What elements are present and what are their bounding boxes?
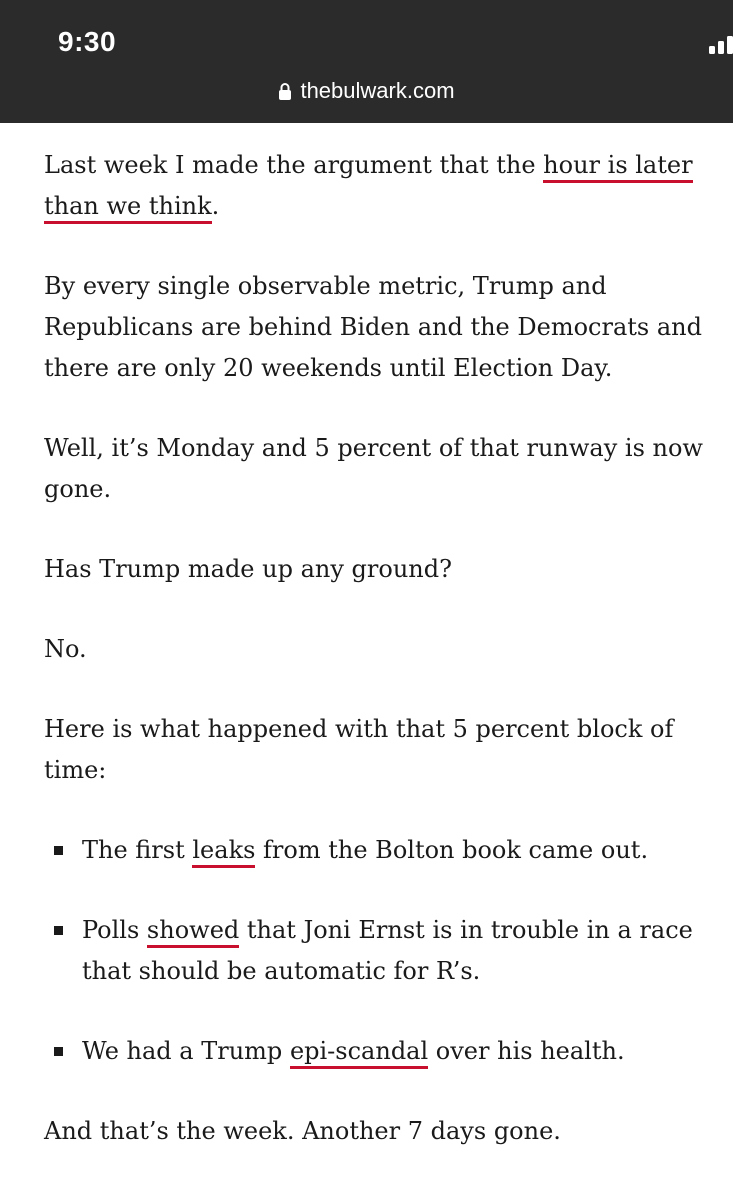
status-and-url-bar xyxy=(0,0,733,123)
list-item-text: Polls xyxy=(82,916,147,944)
paragraph-3: Well, it’s Monday and 5 percent of that runway is now gone. xyxy=(44,434,703,503)
list-item-text: that Joni Ernst is in trouble in a race that should be automatic for R’s. xyxy=(82,916,693,985)
epi-scandal-link[interactable]: epi-scandal xyxy=(290,1037,428,1069)
list-item-text: from the Bolton book came out. xyxy=(255,836,649,864)
square-bullet-icon xyxy=(54,1047,63,1056)
address-bar[interactable] xyxy=(0,78,733,104)
list-item-text: over his health. xyxy=(428,1037,625,1065)
paragraph-6: Here is what happened with that 5 percent block of time: xyxy=(44,715,674,784)
list-item xyxy=(44,830,704,871)
paragraph-text: Last week I made the argument that the xyxy=(44,151,544,179)
list-item xyxy=(44,1031,704,1072)
hour-is-later-link[interactable]: hour is later than we think xyxy=(44,151,693,224)
url-text: thebulwark.com xyxy=(300,78,455,103)
paragraph-4: Has Trump made up any ground? xyxy=(44,555,452,583)
list-item-text: The first xyxy=(82,836,193,864)
paragraph-7: And that’s the week. Another 7 days gone. xyxy=(44,1117,561,1145)
paragraph-text: . xyxy=(211,192,220,220)
list-item-text: We had a Trump xyxy=(82,1037,290,1065)
showed-link[interactable]: showed xyxy=(147,916,239,948)
paragraph-2: By every single observable metric, Trump and Republicans are behind Biden and the Democrats and there are only 20 weekends until Election Day. xyxy=(44,272,702,382)
paragraph-1 xyxy=(44,145,704,227)
cellular-signal-icon xyxy=(709,30,733,54)
square-bullet-icon xyxy=(54,846,63,855)
article-body xyxy=(44,145,704,1191)
square-bullet-icon xyxy=(54,926,63,935)
bullet-list xyxy=(44,830,704,1072)
paragraph-5: No. xyxy=(44,635,87,663)
list-item xyxy=(44,910,704,992)
status-time: 9:30 xyxy=(58,26,117,57)
lock-icon xyxy=(278,82,292,100)
leaks-link[interactable]: leaks xyxy=(192,836,255,868)
